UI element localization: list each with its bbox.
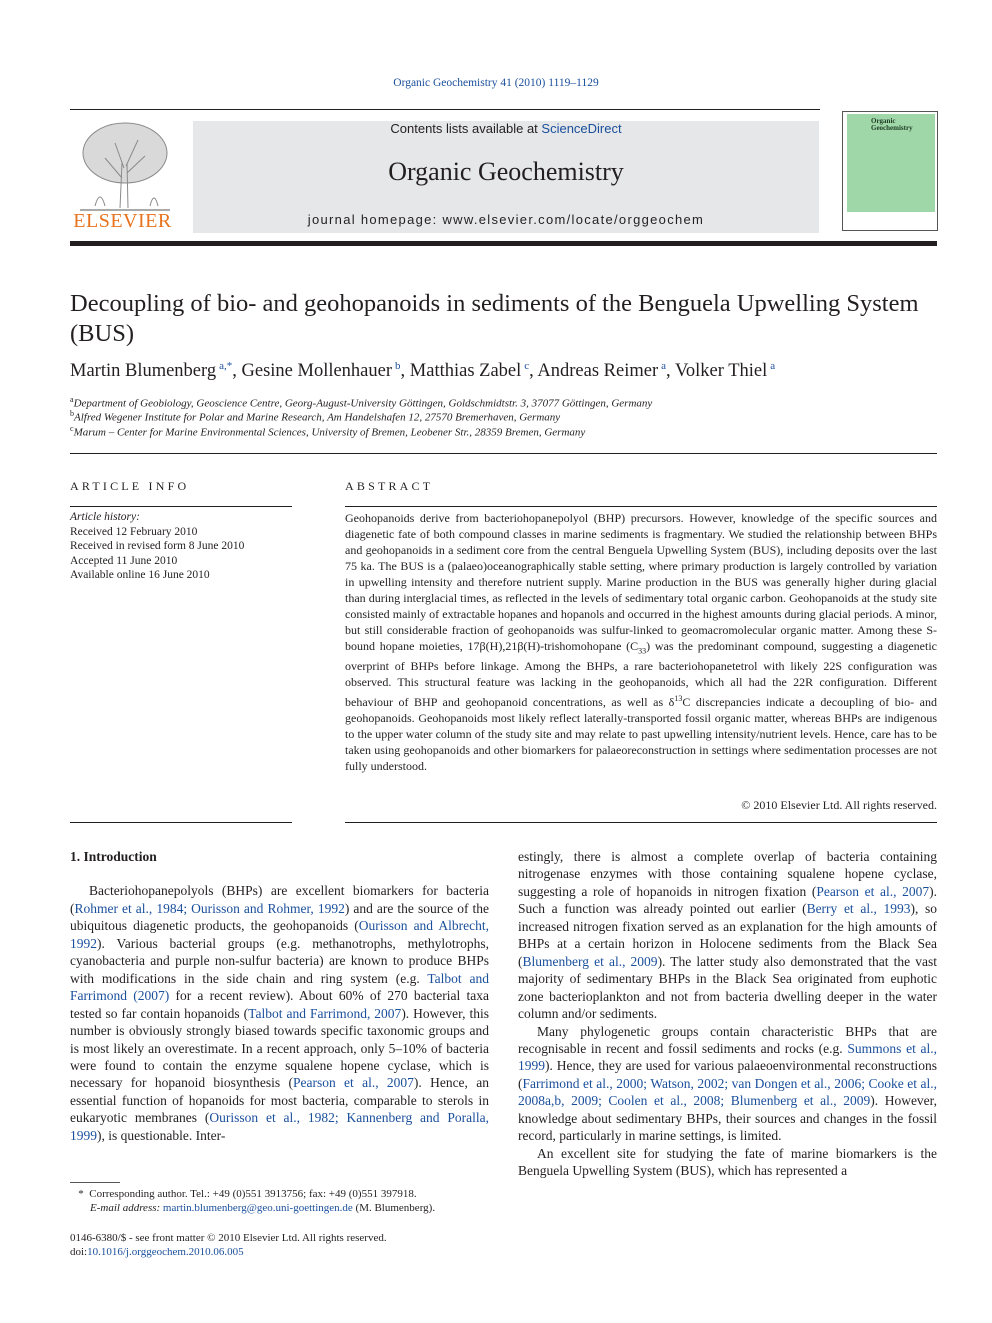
intro-paragraph: Bacteriohopanepolyols (BHPs) are excellent biomarkers for bacteria (Rohmer et al., 1984; Ourisson and Rohmer, 1992) and are the source of the ubiquitous diagenetic products, the geohopanoids (Ourisson and Albrecht, 1992). Various bacterial groups (e.g. methanotrophs, methylotrophs, cyanobacteria and purple non-sulfur bacteria) are known to produce BHPs with modifications in the side chain and ring system (e.g. Talbot and Farrimond (2007) for a recent review). About 60% of 270 bacterial taxa tested so far contain hopanoids (Talbot and Farrimond, 2007). However, this number is obviously strongly biased towards specific taxonomic groups and is most likely an overestimate. In a recent approach, only 5–10% of bacteria were found to contain the enzyme squalene hopene cyclase, which is necessary for hopanoid biosynthesis (Pearson et al., 2007). Hence, an essential function of hopanoids for most bacteria, comparable to sterols in eukaryotic membranes (Ourisson et al., 1982; Kannenberg and Poralla, 1999), is questionable. Inter- bbox=[70, 883, 490, 1143]
abstract-subscript: 33 bbox=[638, 646, 647, 656]
article-info-rule bbox=[70, 506, 292, 507]
journal-homepage[interactable]: journal homepage: www.elsevier.com/locate/orggeochem bbox=[307, 212, 705, 227]
author-name: Martin Blumenberg bbox=[70, 361, 217, 382]
continued-paragraph: estingly, there is almost a complete overlap of bacteria containing nitrogenase enzymes with those containing squalene hopene cyclase, suggesting a role of hopanoids in nitrogen fixation (Pearson et al., 2007). Such a function was already pointed out earlier (Berry et al., 1993), so increased nitrogen fixation served as an explanation for the high amounts of BHPs at a certain horizon in Holocene sediments from the Black Sea (Blumenberg et al., 2009). The latter study also demonstrated that the vast majority of sedimentary BHPs in the Black Sea originated from euphotic zone bacterioplankton and not from bacteria dwelling deeper in the water column and/or sediments. bbox=[518, 849, 938, 1022]
reference-link[interactable]: Berry et al., 1993 bbox=[806, 901, 911, 917]
abstract-superscript: 13 bbox=[674, 693, 683, 703]
doi-line: doi:10.1016/j.orggeochem.2010.06.005 bbox=[70, 1246, 244, 1258]
copyright-notice: © 2010 Elsevier Ltd. All rights reserved. bbox=[741, 798, 937, 812]
history-accepted: Accepted 11 June 2010 bbox=[70, 554, 178, 567]
author-name: Matthias Zabel bbox=[409, 361, 522, 382]
section-heading: 1. Introduction bbox=[70, 849, 157, 864]
reference-link[interactable]: Pearson et al., 2007 bbox=[816, 883, 930, 899]
article-info-bottom-rule bbox=[70, 822, 292, 823]
article-title: Decoupling of bio- and geohopanoids in sediments of the Benguela Upwelling System (BUS) bbox=[70, 290, 919, 347]
article-info-label: ARTICLE INFO bbox=[70, 479, 190, 493]
doi-link[interactable]: 10.1016/j.orggeochem.2010.06.005 bbox=[87, 1246, 244, 1258]
author-affiliation-marker[interactable]: c bbox=[524, 360, 530, 372]
article-history bbox=[70, 510, 292, 583]
publisher-logo-text: ELSEVIER bbox=[73, 210, 172, 232]
email-note: E-mail address: martin.blumenberg@geo.uni-goettingen.de (M. Blumenberg). bbox=[90, 1202, 436, 1214]
issn-line: 0146-6380/$ - see front matter © 2010 Elsevier Ltd. All rights reserved. bbox=[70, 1232, 387, 1244]
affiliation-b bbox=[70, 409, 930, 424]
affiliation-text: Alfred Wegener Institute for Polar and Marine Research, Am Handelshafen 12, 27570 Bremerhaven, Germany bbox=[74, 411, 561, 424]
reference-link[interactable]: Farrimond et al., 2000; Watson, 2002; van Dongen et al., 2006; Cooke et al., 2008a,b, 2009; Coolen et al., 2008; Blumenberg et al., 2009 bbox=[518, 1075, 937, 1109]
affiliation-marker: b bbox=[70, 409, 74, 418]
footnote-rule bbox=[70, 1182, 120, 1183]
body-left-column bbox=[70, 848, 489, 1144]
journal-citation[interactable]: Organic Geochemistry 41 (2010) 1119–1129 bbox=[393, 77, 599, 89]
contents-prefix: Contents lists available at bbox=[390, 121, 542, 136]
contents-line bbox=[193, 121, 819, 136]
reference-link[interactable]: Pearson et al., 2007 bbox=[292, 1075, 414, 1091]
journal-masthead bbox=[193, 121, 819, 233]
journal-title: Organic Geochemistry bbox=[388, 157, 624, 186]
footnote bbox=[70, 1187, 489, 1215]
body-paragraph: An excellent site for studying the fate of marine biomarkers is the Benguela Upwelling System (BUS), which has represented a bbox=[518, 1145, 937, 1179]
masthead-rule bbox=[70, 241, 937, 246]
abstract-part: Geohopanoids derive from bacteriohopanepolyol (BHP) precursors. However, knowledge of the specific sources and diagenetic fate of both compound classes in marine sediments is fragmentary. We studied the relationship between BHPs and geohopanoids in a sediment core from the central Benguela Upwelling System (BUS), including deposits over the last 75 ka. The BUS is a (palaeo)oceanographically stable setting, where primary production is largely controlled by variation in upwelling intensity and therefore nutrient supply. Marine production in the BUS was generally higher during glacial than during interglacial times, as reflected in the levels of sedimentary total organic carbon. Geohopanoids at the study site consisted mainly of extractable hopanes and hopanols and occurred in the highest amounts during glacial periods. A minor, but still considerable fraction of geohopanoids was sulfur-linked to geomacromolecular organic matter. Among these S-bound hopane moieties, 17β(H),21β(H)-trishomohopane (C bbox=[345, 511, 937, 653]
author-name: Andreas Reimer bbox=[537, 361, 659, 382]
affiliation-rule bbox=[70, 453, 937, 454]
sciencedirect-link[interactable]: ScienceDirect bbox=[541, 121, 622, 136]
author-affiliation-marker[interactable]: a bbox=[661, 360, 667, 372]
author-name: Gesine Mollenhauer bbox=[241, 361, 393, 382]
abstract-text bbox=[345, 511, 937, 775]
author-separator: , bbox=[666, 361, 675, 382]
reference-link[interactable]: Rohmer et al., 1984; Ourisson and Rohmer, 1992 bbox=[74, 900, 345, 916]
body-paragraph: Many phylogenetic groups contain characteristic BHPs that are recognisable in recent and fossil sediments and rocks (e.g. Summons et al., 1999). Hence, they are used for various palaeoenvironmental reconstructions (Farrimond et al., 2000; Watson, 2002; van Dongen et al., 2006; Cooke et al., 2008a,b, 2009; Coolen et al., 2008; Blumenberg et al., 2009). However, knowledge about sedimentary BHPs, their sources and changes in the fossil record, particularly in marine settings, is limited. bbox=[518, 1023, 938, 1144]
history-online: Available online 16 June 2010 bbox=[70, 569, 210, 581]
affiliation-marker: a bbox=[70, 395, 74, 404]
author-list bbox=[70, 360, 930, 382]
journal-cover-image bbox=[842, 111, 938, 231]
page-footer bbox=[70, 1231, 489, 1259]
affiliation-a bbox=[70, 395, 930, 410]
history-received: Received 12 February 2010 bbox=[70, 525, 198, 538]
reference-link[interactable]: Talbot and Farrimond (2007) bbox=[70, 970, 489, 1004]
author-separator: , bbox=[400, 361, 410, 382]
cover-title: Organic Geochemistry bbox=[871, 117, 913, 132]
body-right-column bbox=[518, 848, 937, 1180]
reference-link[interactable]: Summons et al., 1999 bbox=[518, 1040, 938, 1074]
author-name: Volker Thiel bbox=[674, 361, 768, 382]
abstract-bottom-rule bbox=[345, 822, 937, 823]
history-revised: Received in revised form 8 June 2010 bbox=[70, 540, 245, 552]
affiliation-text: Department of Geobiology, Geoscience Centre, Georg-August-University Göttingen, Goldschmidtstr. 3, 37077 Göttingen, Germany bbox=[73, 397, 653, 410]
author-affiliation-marker[interactable]: a,* bbox=[219, 360, 233, 372]
header-rule bbox=[70, 109, 820, 110]
history-heading: Article history: bbox=[70, 511, 140, 523]
author-affiliation-marker[interactable]: b bbox=[395, 360, 401, 372]
reference-link[interactable]: Ourisson et al., 1982; Kannenberg and Poralla, 1999 bbox=[70, 1110, 489, 1143]
abstract-label: ABSTRACT bbox=[345, 479, 434, 493]
abstract-part: ) was the predominant compound, suggesting a diagenetic overprint of BHPs before linkage. Among the BHPs, a rare bacteriohopanetetrol with likely 22S configuration was observed. This structural feature was lacking in the geohopanoids, which all had the 22R configuration. Different behaviour of BHP and geohopanoid concentrations, as well as δ bbox=[345, 638, 937, 709]
author-affiliation-marker[interactable]: a bbox=[770, 360, 776, 372]
author-separator: , bbox=[232, 361, 242, 382]
affiliation-c bbox=[70, 424, 930, 439]
email-link[interactable]: martin.blumenberg@geo.uni-goettingen.de bbox=[162, 1202, 353, 1214]
abstract-rule bbox=[345, 506, 937, 507]
affiliation-marker: c bbox=[70, 424, 74, 433]
author-separator: , bbox=[529, 361, 538, 382]
abstract-part: C discrepancies indicate a decoupling of bio- and geohopanoids. Geohopanoids most likely reflect laterally-transported fossil organic matter, whereas BHPs are indigenous to the upper water column of the study site and may relate to past upwelling intensity/nutrient levels. Hence, care has to be taken using geohopanoids and other biomarkers for palaeoreconstruction in settings where sedimentation processes are not fully understood. bbox=[345, 694, 937, 773]
corresponding-author-note: * Corresponding author. Tel.: +49 (0)551 3913756; fax: +49 (0)551 397918. bbox=[78, 1188, 417, 1200]
reference-link[interactable]: Ourisson and Albrecht, 1992 bbox=[70, 918, 490, 951]
reference-link[interactable]: Blumenberg et al., 2009 bbox=[522, 953, 658, 969]
affiliation-text: Marum – Center for Marine Environmental Sciences, University of Bremen, Leobener Str., 28359 Bremen, Germany bbox=[73, 426, 586, 439]
reference-link[interactable]: Talbot and Farrimond, 2007 bbox=[248, 1005, 402, 1021]
